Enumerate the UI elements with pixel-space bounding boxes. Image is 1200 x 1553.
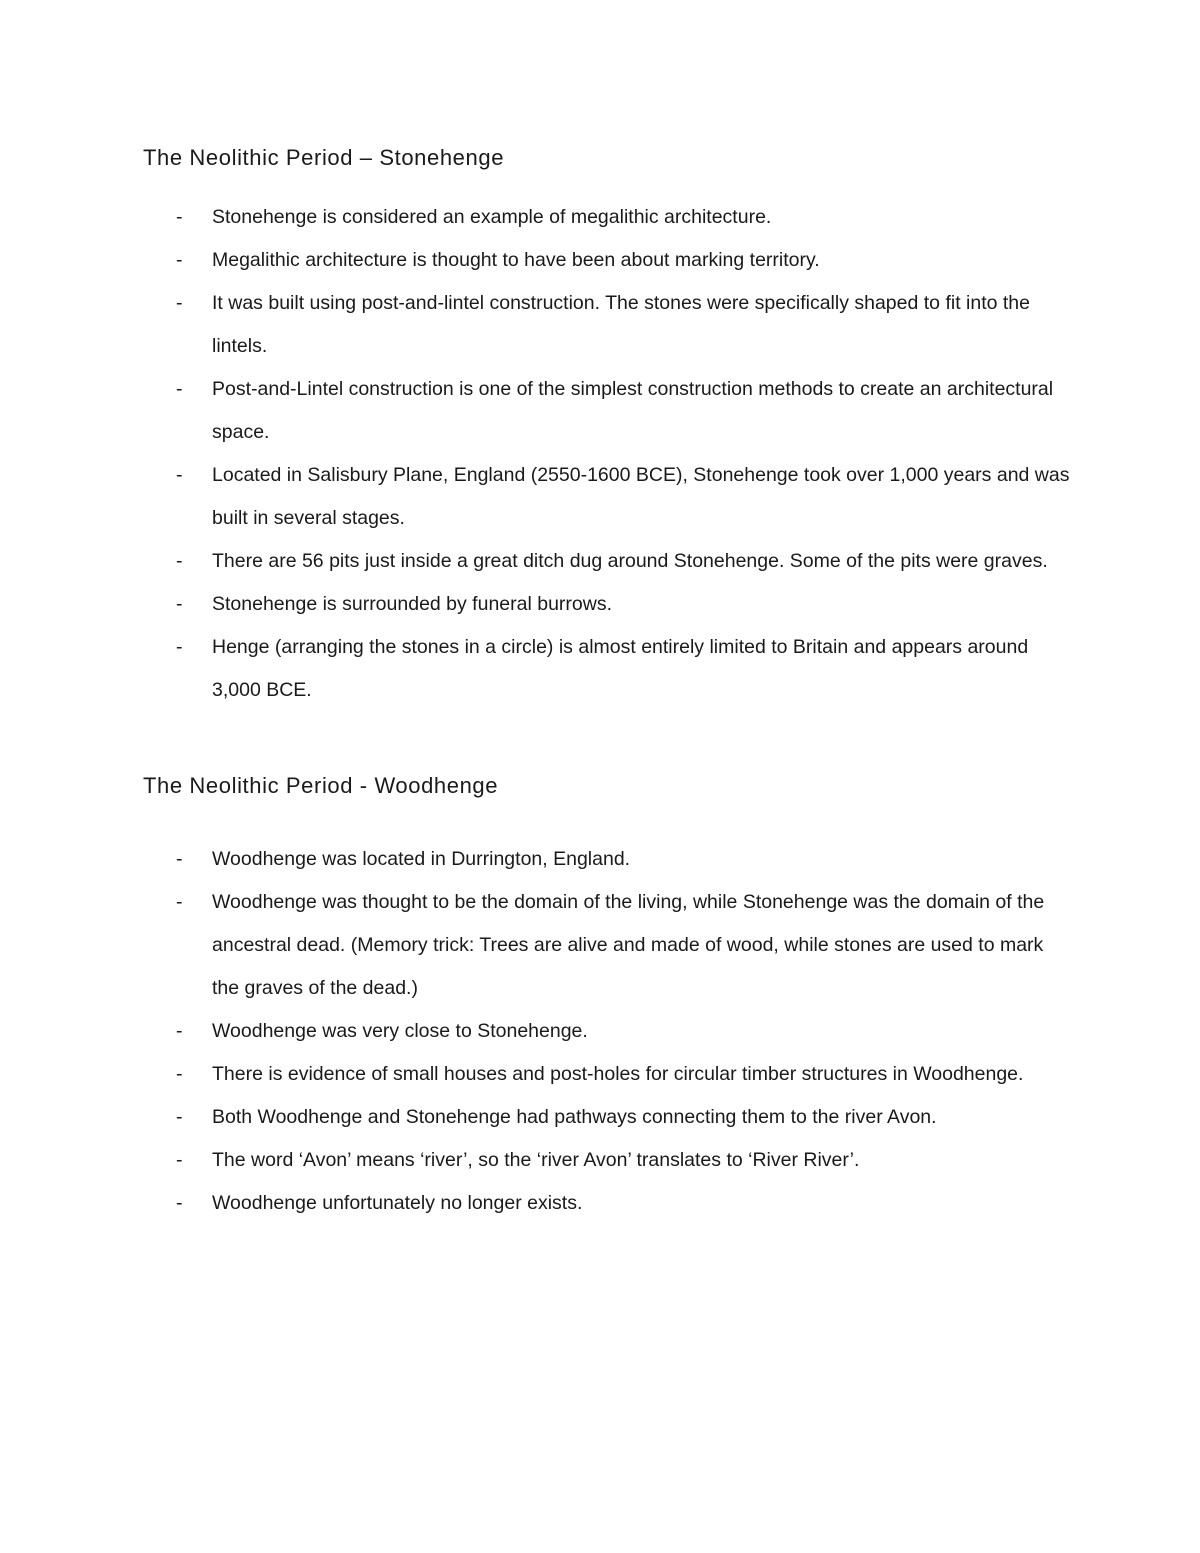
bullet-text: It was built using post-and-lintel construction. The stones were specifically shaped to fit into the lintels. [212,292,1030,357]
bullet-item [0,838,1072,881]
bullet-dash-marker: - [176,1063,183,1085]
bullet-dash-marker: - [176,249,183,271]
bullet-dash-marker: - [176,1192,183,1214]
bullet-dash-marker: - [176,593,183,615]
bullet-item [0,368,1072,454]
bullet-item [0,239,1072,282]
bullet-text: Woodhenge was located in Durrington, England. [212,848,631,870]
bullet-dash-marker: - [176,636,183,658]
bullet-text: Woodhenge was very close to Stonehenge. [212,1020,588,1042]
bullet-dash-marker: - [176,1020,183,1042]
bullet-dash-marker: - [176,1106,183,1128]
bullet-item [0,282,1072,368]
bullet-list-woodhenge [0,838,1200,1225]
bullet-text: There are 56 pits just inside a great ditch dug around Stonehenge. Some of the pits were graves. [212,550,1048,572]
bullet-item [0,1010,1072,1053]
bullet-dash-marker: - [176,848,183,870]
bullet-list-stonehenge [0,196,1200,712]
bullet-text: Woodhenge was thought to be the domain of the living, while Stonehenge was the domain of the ancestral dead. (Memory trick: Trees are alive and made of wood, while stones are used to mark the graves of the dead.) [212,891,1045,999]
bullet-text: The word ‘Avon’ means ‘river’, so the ‘river Avon’ translates to ‘River River’. [212,1149,860,1171]
bullet-text: Megalithic architecture is thought to have been about marking territory. [212,249,820,271]
bullet-dash-marker: - [176,550,183,572]
section-title-woodhenge: The Neolithic Period - Woodhenge [143,773,499,798]
bullet-item [0,1096,1072,1139]
bullet-text: Stonehenge is surrounded by funeral burrows. [212,593,612,615]
bullet-dash-marker: - [176,292,183,314]
bullet-item [0,881,1072,1010]
bullet-text: Woodhenge unfortunately no longer exists. [212,1192,583,1214]
bullet-item [0,1053,1072,1096]
bullet-item [0,1139,1072,1182]
bullet-item [0,454,1072,540]
bullet-text: There is evidence of small houses and post-holes for circular timber structures in Woodhenge. [212,1063,1024,1085]
bullet-dash-marker: - [176,378,183,400]
bullet-text: Henge (arranging the stones in a circle) is almost entirely limited to Britain and appears around 3,000 BCE. [212,636,1029,701]
bullet-dash-marker: - [176,891,183,913]
bullet-dash-marker: - [176,206,183,228]
bullet-dash-marker: - [176,464,183,486]
bullet-text: Stonehenge is considered an example of megalithic architecture. [212,206,772,228]
bullet-text: Located in Salisbury Plane, England (2550-1600 BCE), Stonehenge took over 1,000 years and was built in several stages. [212,464,1070,529]
bullet-dash-marker: - [176,1149,183,1171]
bullet-item [0,583,1072,626]
section-title-stonehenge: The Neolithic Period – Stonehenge [143,145,505,170]
bullet-item [0,540,1072,583]
bullet-item [0,626,1072,712]
bullet-item [0,196,1072,239]
bullet-text: Post-and-Lintel construction is one of the simplest construction methods to create an architectural space. [212,378,1054,443]
bullet-item [0,1182,1072,1225]
bullet-text: Both Woodhenge and Stonehenge had pathways connecting them to the river Avon. [212,1106,937,1128]
